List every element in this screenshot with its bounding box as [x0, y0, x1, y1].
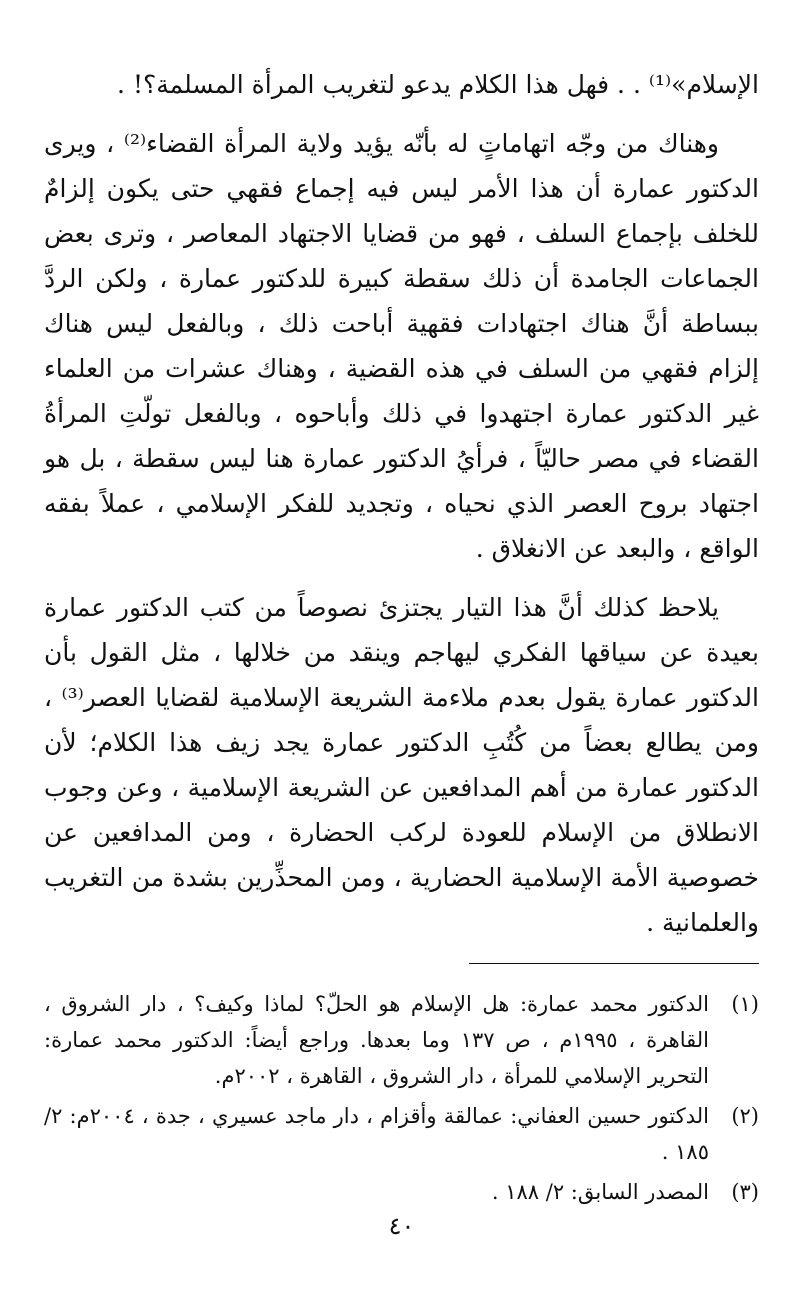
footnote-number: (٢) — [731, 1104, 759, 1128]
paragraph-judiciary: وهناك من وجّه اتهاماتٍ له بأنّه يؤيد ولاية المرأة القضاء⁽²⁾ ، ويرى الدكتور عمارة أن هذا الأمر ليس فيه إجماع فقهي حتى يكون إلزامٌ للخلف بإجماع السلف ، فهو من قضايا الاجتهاد المعاصر ، وترى بعض الجماعات الجامدة أن ذلك سقطة كبيرة للدكتور عمارة ، ولكن الردَّ ببساطة أنَّ هناك اجتهادات فقهية أباحت ذلك ، وبالفعل ليس هناك إلزام فقهي من السلف في هذه القضية ، وهناك عشرات من العلماء غير الدكتور عمارة اجتهدوا في ذلك وأباحوه ، وبالفعل تولّتِ المرأةُ القضاء في مصر حاليّاً ، فرأيُ الدكتور عمارة هنا ليس سقطة ، بل هو اجتهاد بروح العصر الذي نحياه ، وتجديد للفكر الإسلامي ، عملاً بفقه الواقع ، والبعد عن الانغلاق . — [44, 129, 759, 563]
footnote-number: (١) — [731, 992, 759, 1016]
footnote-text: الدكتور محمد عمارة: هل الإسلام هو الحلّ؟ لماذا وكيف؟ ، دار الشروق ، القاهرة ، ١٩٩٥م ، ص ١٣٧ وما بعدها. وراجع أيضاً: الدكتور محمد عمارة: التحرير الإسلامي للمرأة ، دار الشروق ، القاهرة ، ٢٠٠٢م. — [44, 992, 710, 1088]
footnote-number: (٣) — [731, 1180, 759, 1204]
footnote-divider — [469, 963, 759, 964]
footnote-text: الدكتور حسين العفاني: عمالقة وأقزام ، دار ماجد عسيري ، جدة ، ٢٠٠٤م: ٢/ ١٨٥ . — [44, 1104, 709, 1164]
footnote-item — [44, 1174, 759, 1210]
footnote-text: المصدر السابق: ٢/ ١٨٨ . — [491, 1180, 709, 1204]
page-number: ٤٠ — [388, 1212, 415, 1240]
paragraph-continuation: الإسلام»⁽¹⁾ . . فهل هذا الكلام يدعو لتغريب المرأة المسلمة؟! . — [117, 70, 759, 99]
footnotes-list — [44, 986, 759, 1210]
paragraph-excerpting: يلاحظ كذلك أنَّ هذا التيار يجتزئ نصوصاً من كتب الدكتور عمارة بعيدة عن سياقها الفكري ليهاجم وينقد من خلالها ، مثل القول بأن الدكتور عمارة يقول بعدم ملاءمة الشريعة الإسلامية لقضايا العصر⁽³⁾ ، ومن يطالع بعضاً من كُتُبِ الدكتور عمارة يجد زيف هذا الكلام؛ لأن الدكتور عمارة من أهم المدافعين عن الشريعة الإسلامية ، وعن وجوب الانطلاق من الإسلام للعودة لركب الحضارة ، ومن المدافعين عن خصوصية الأمة الإسلامية الحضارية ، ومن المحذِّرين بشدة من التغريب والعلمانية . — [44, 593, 759, 937]
footnote-item — [44, 986, 759, 1094]
footnote-item — [44, 1098, 759, 1170]
page-body — [44, 62, 759, 1226]
